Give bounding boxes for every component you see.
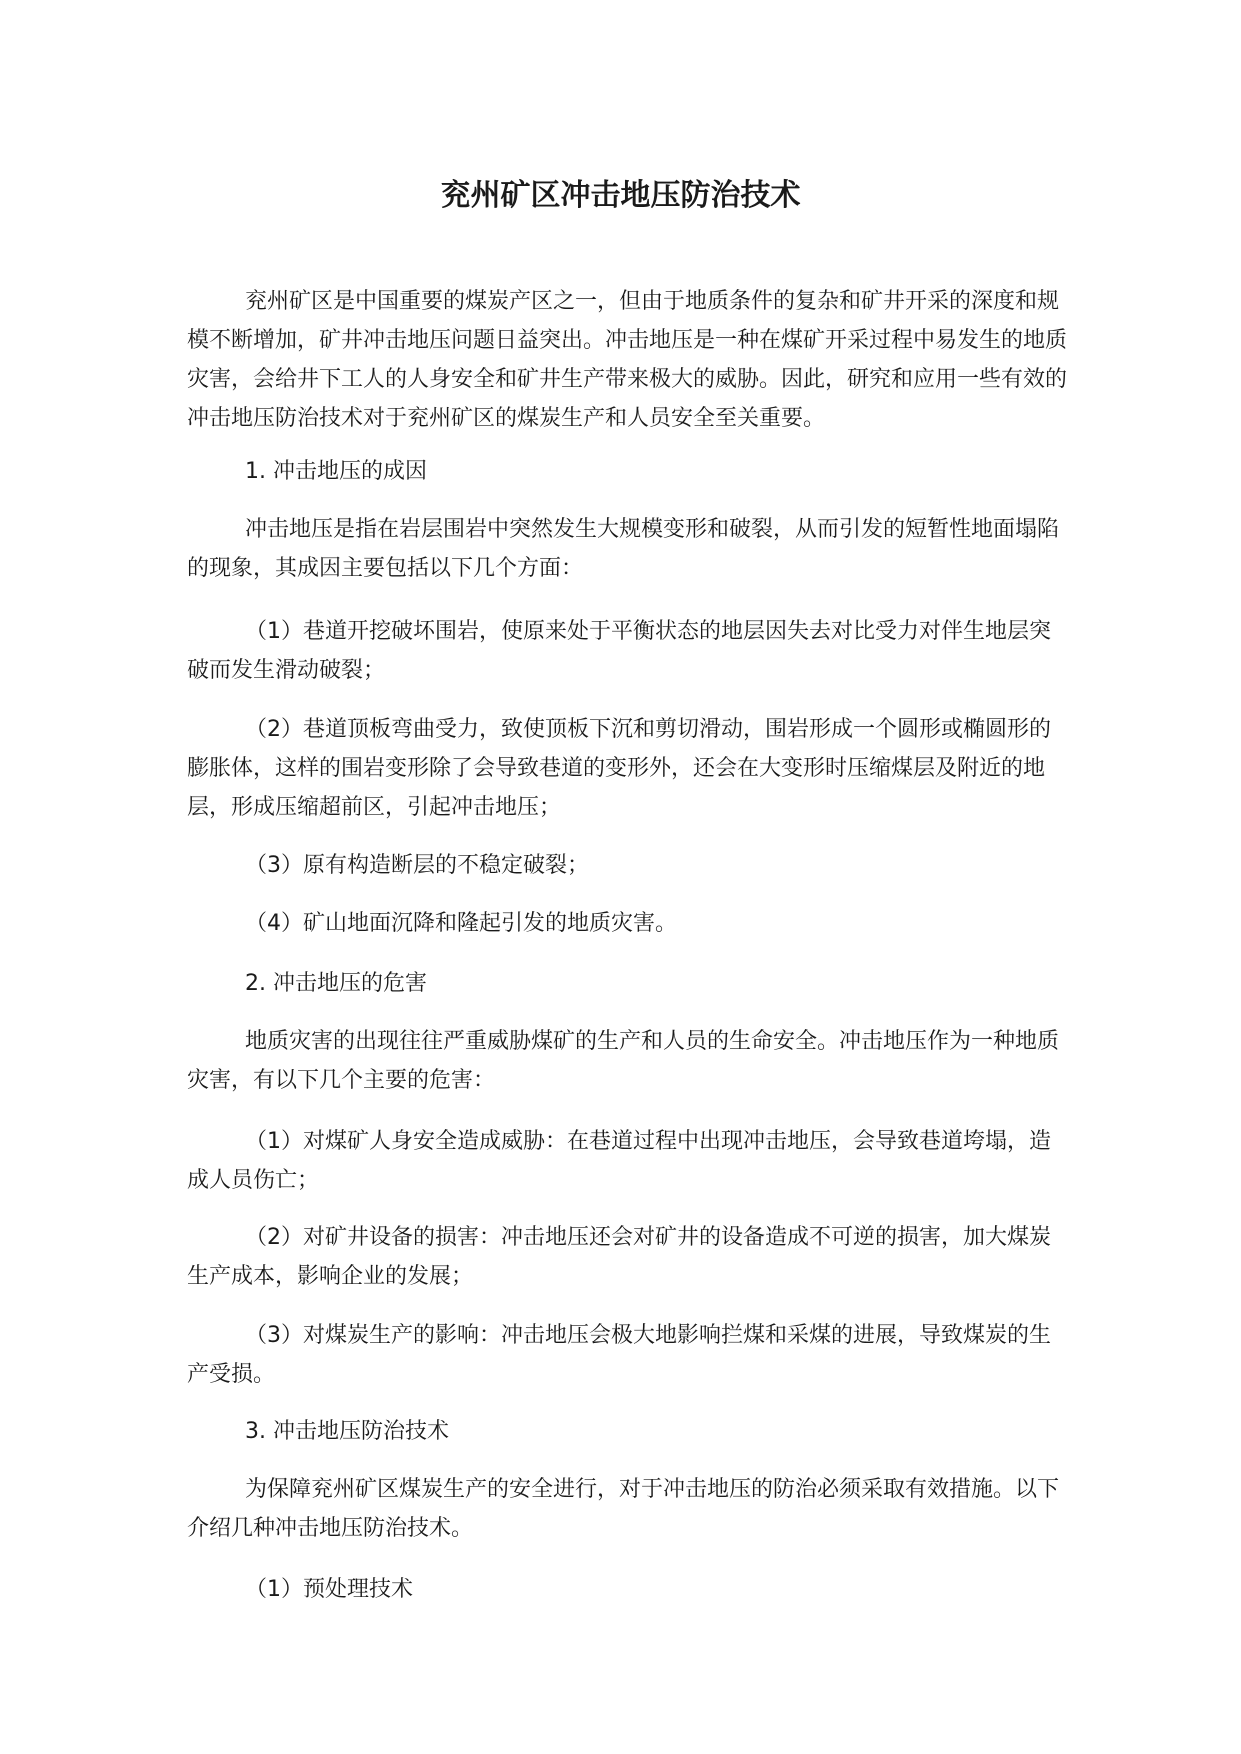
list-item-hazard-1: （1）对煤矿人身安全造成威胁：在巷道过程中出现冲击地压，会导致巷道垮塌，造成人员伤亡；	[187, 1129, 1051, 1193]
list-item-cause-1: （1）巷道开挖破坏围岩，使原来处于平衡状态的地层因失去对比受力对伴生地层突破而发生滑动破裂；	[187, 619, 1051, 683]
list-item-cause-3: （3）原有构造断层的不稳定破裂；	[245, 853, 589, 878]
paragraph-hazards: 地质灾害的出现往往严重威胁煤矿的生产和人员的生命安全。冲击地压作为一种地质灾害，有以下几个主要的危害：	[187, 1029, 1060, 1093]
list-item-cause-4: （4）矿山地面沉降和隆起引发的地质灾害。	[245, 911, 677, 936]
list-item-hazard-2: （2）对矿井设备的损害：冲击地压还会对矿井的设备造成不可逆的损害，加大煤炭生产成本，影响企业的发展；	[187, 1225, 1051, 1289]
list-item-hazard-3: （3）对煤炭生产的影响：冲击地压会极大地影响拦煤和采煤的进展，导致煤炭的生产受损。	[187, 1323, 1051, 1387]
list-item-cause-2: （2）巷道顶板弯曲受力，致使顶板下沉和剪切滑动，围岩形成一个圆形或椭圆形的膨胀体，这样的围岩变形除了会导致巷道的变形外，还会在大变形时压缩煤层及附近的地层，形成压缩超前区，引起冲击地压；	[187, 717, 1051, 820]
paragraph-causes: 冲击地压是指在岩层围岩中突然发生大规模变形和破裂，从而引发的短暂性地面塌陷的现象，其成因主要包括以下几个方面：	[187, 517, 1060, 581]
section-heading-causes: 1. 冲击地压的成因	[245, 459, 427, 484]
section-heading-prevention: 3. 冲击地压防治技术	[245, 1419, 449, 1444]
section-heading-hazards: 2. 冲击地压的危害	[245, 971, 427, 996]
paragraph-intro: 兖州矿区是中国重要的煤炭产区之一，但由于地质条件的复杂和矿井开采的深度和规模不断增加，矿井冲击地压问题日益突出。冲击地压是一种在煤矿开采过程中易发生的地质灾害，会给井下工人的人身安全和矿井生产带来极大的威胁。因此，研究和应用一些有效的冲击地压防治技术对于兖州矿区的煤炭生产和人员安全至关重要。	[187, 289, 1068, 431]
paragraph-prevention: 为保障兖州矿区煤炭生产的安全进行，对于冲击地压的防治必须采取有效措施。以下介绍几种冲击地压防治技术。	[187, 1477, 1060, 1541]
document-title: 兖州矿区冲击地压防治技术	[440, 178, 801, 213]
list-item-technique-1: （1）预处理技术	[245, 1577, 413, 1602]
